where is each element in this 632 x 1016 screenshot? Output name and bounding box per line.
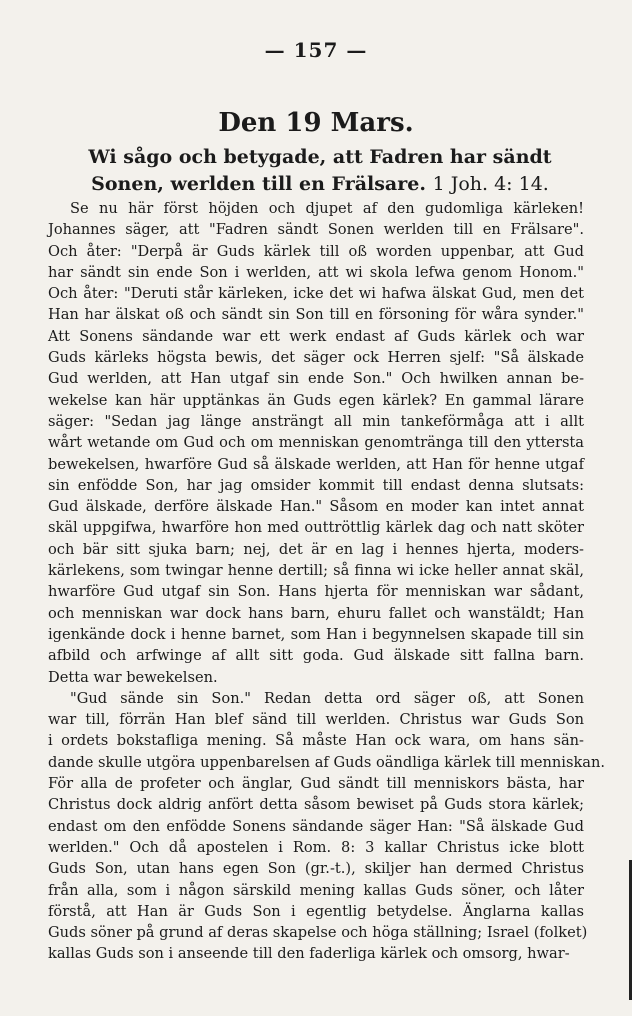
text-line: werlden." Och då apostelen i Rom. 8: 3 kallar Christus icke blott xyxy=(48,838,584,856)
text-line: kallas Guds son i anseende till den faderliga kärlek och omsorg, hwar- xyxy=(48,945,570,963)
text-line: bewekelsen, hwarföre Gud så älskade werlden, att Han för henne utgaf xyxy=(48,455,584,473)
text-line: Och åter: "Deruti står kärleken, icke det wi hafwa älskat Gud, men det xyxy=(48,285,584,303)
page-number: — 157 — xyxy=(264,38,368,62)
text-line: och bär sitt sjuka barn; nej, det är en lag i hennes hjerta, moders- xyxy=(48,540,584,558)
text-line: Guds kärleks högsta bewis, det säger ock Herren sjelf: "Så älskade xyxy=(48,349,584,367)
text-line: war till, förrän Han blef sänd till werlden. Christus war Guds Son xyxy=(48,711,584,729)
text-line: Guds söner på grund af deras skapelse och höga ställning; Israel (folket) xyxy=(48,924,588,942)
text-line: afbild och arfwinge af allt sitt goda. Gud älskade sitt fallna barn. xyxy=(48,647,584,665)
text-line: wårt wetande om Gud och om menniskan genomtränga till den yttersta xyxy=(48,434,584,452)
text-line: Att Sonens sändande war ett werk endast af Guds kärlek och war xyxy=(48,327,584,345)
text-line: För alla de profeter och änglar, Gud sändt till menniskors bästa, har xyxy=(48,775,584,793)
text-line: kärlekens, som twingar henne dertill; så finna wi icke heller annat skäl, xyxy=(48,562,584,580)
text-line: igenkände dock i henne barnet, som Han i begynnelsen skapade till sin xyxy=(48,625,584,643)
text-line: dande skulle utgöra uppenbarelsen af Guds oändliga kärlek till menniskan. xyxy=(48,753,606,771)
text-line: skäl uppgifwa, hwarföre hon med outtröttlig kärlek dag och natt sköter xyxy=(48,519,584,537)
text-line: endast om den enfödde Sonens sändande säger Han: "Så älskade Gud xyxy=(48,817,584,835)
body-text xyxy=(48,198,606,965)
text-line: från alla, som i någon särskild mening kallas Guds söner, och låter xyxy=(48,881,584,899)
text-line: i ordets bokstafliga mening. Så måste Han ock wara, om hans sän- xyxy=(48,732,584,750)
text-line: Johannes säger, att "Fadren sändt Sonen werlden till en Frälsare". xyxy=(48,221,584,239)
heading-text: Wi sågo och betygade, att Fadren har sändt Sonen, werlden till en Frälsare. xyxy=(88,146,552,195)
text-line: Han har älskat oß och sändt sin Son till en försoning för wåra synder." xyxy=(48,306,584,324)
scripture-heading xyxy=(60,144,580,198)
text-line: wekelse kan här upptänkas än Guds egen kärlek? En gammal lärare xyxy=(48,391,584,409)
text-line: hwarföre Gud utgaf sin Son. Hans hjerta för menniskan war sådant, xyxy=(48,583,584,601)
text-line: Gud älskade, derföre älskade Han." Såsom en moder kan intet annat xyxy=(48,498,584,516)
text-line: Och åter: "Derpå är Guds kärlek till oß worden uppenbar, att Gud xyxy=(48,242,584,260)
text-line: förstå, att Han är Guds Son i egentlig betydelse. Änglarna kallas xyxy=(48,902,584,920)
date-heading: Den 19 Mars. xyxy=(218,108,414,138)
text-line: sin enfödde Son, har jag omsider kommit till endast denna slutsats: xyxy=(48,476,584,494)
text-line: har sändt sin ende Son i werlden, att wi skola lefwa genom Honom." xyxy=(48,263,584,281)
text-line: Gud werlden, att Han utgaf sin ende Son." Och hwilken annan be- xyxy=(48,370,584,388)
text-line: Guds Son, utan hans egen Son (gr.-t.), skiljer han dermed Christus xyxy=(48,860,584,878)
text-line: säger: "Sedan jag länge ansträngt all min tankeförmåga att i allt xyxy=(48,412,584,430)
text-line: "Gud sände sin Son." Redan detta ord säger oß, att Sonen xyxy=(70,689,584,707)
text-line: Detta war bewekelsen. xyxy=(48,668,218,686)
scripture-reference: 1 Joh. 4: 14. xyxy=(432,173,549,195)
text-line: Se nu här först höjden och djupet af den gudomliga kärleken! xyxy=(70,200,584,217)
text-line: Christus dock aldrig anfört detta såsom bewiset på Guds stora kärlek; xyxy=(48,796,584,814)
text-line: och menniskan war dock hans barn, ehuru fallet och wanstäldt; Han xyxy=(48,604,584,622)
